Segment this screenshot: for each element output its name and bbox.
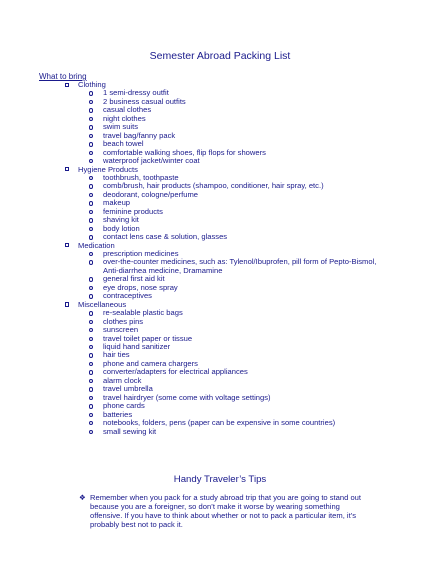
list-item: eye drops, nose spray — [63, 284, 433, 292]
list-item: travel hairdryer (some come with voltage settings) — [63, 394, 433, 402]
circle-bullet-icon — [89, 227, 93, 231]
category-clothing — [63, 81, 433, 166]
list-item: contact lens case & solution, glasses — [63, 233, 433, 241]
list-item: casual clothes — [63, 106, 433, 114]
circle-bullet-icon — [89, 218, 93, 222]
circle-bullet-icon — [89, 252, 93, 256]
category-name: Clothing — [78, 80, 106, 89]
circle-bullet-icon — [89, 151, 93, 155]
list-item: 2 business casual outfits — [63, 98, 433, 106]
circle-bullet-icon — [89, 413, 93, 417]
tip-paragraph — [79, 494, 409, 530]
circle-bullet-icon — [89, 430, 93, 434]
circle-bullet-icon — [89, 345, 93, 349]
circle-bullet-icon — [89, 201, 93, 205]
circle-bullet-icon — [89, 320, 93, 324]
list-item: prescription medicines — [63, 250, 433, 258]
category-hygiene-products — [63, 166, 433, 242]
tip-line: offensive. If you have to think about whether or not to pack a particular item, it’s — [90, 510, 357, 520]
list-item: hair ties — [63, 351, 433, 359]
circle-bullet-icon — [89, 134, 93, 138]
category-name: Miscellaneous — [78, 299, 127, 309]
list-item: notebooks, folders, pens (paper can be expensive in some countries) — [63, 419, 433, 427]
category-medication — [63, 242, 433, 301]
list-item: night clothes — [63, 115, 433, 123]
circle-bullet-icon — [89, 396, 93, 400]
circle-bullet-icon — [89, 404, 93, 408]
list-item: body lotion — [63, 225, 433, 233]
list-item: travel umbrella — [63, 385, 433, 393]
square-bullet-icon — [65, 302, 69, 306]
circle-bullet-icon — [89, 159, 93, 163]
square-bullet-icon — [65, 83, 69, 87]
list-item: toothbrush, toothpaste — [63, 174, 433, 182]
list-item: travel bag/fanny pack — [63, 132, 433, 140]
square-bullet-icon — [65, 243, 69, 247]
list-item: comb/brush, hair products (shampoo, conditioner, hair spray, etc.) — [63, 182, 433, 190]
circle-bullet-icon — [89, 100, 93, 104]
circle-bullet-icon — [89, 362, 93, 366]
list-item: swim suits — [63, 123, 433, 131]
list-item: travel toilet paper or tissue — [63, 335, 433, 343]
category-miscellaneous — [63, 301, 433, 436]
list-item: small sewing kit — [63, 428, 433, 436]
circle-bullet-icon — [89, 176, 93, 180]
list-item: shaving kit — [63, 216, 433, 224]
list-item: sunscreen — [63, 326, 433, 334]
packing-categories — [63, 81, 433, 436]
list-item: beach towel — [63, 140, 433, 148]
category-name: Medication — [78, 240, 115, 250]
list-item: over-the-counter medicines, such as: Tylenol/Ibuprofen, pill form of Pepto-Bismol, Anti-diarrhea medicine, Dramamine — [63, 258, 433, 275]
list-item: converter/adapters for electrical appliances — [63, 368, 433, 376]
tips-heading: Handy Traveler’s Tips — [173, 474, 267, 485]
tip-line: probably best not to pack it. — [90, 519, 183, 529]
circle-bullet-icon — [89, 353, 93, 357]
circle-bullet-icon — [89, 311, 93, 315]
list-item: makeup — [63, 199, 433, 207]
document-title: Semester Abroad Packing List — [149, 50, 291, 62]
circle-bullet-icon — [89, 108, 93, 112]
what-to-bring-heading: What to bring — [39, 72, 87, 81]
circle-bullet-icon — [89, 286, 93, 290]
list-item: clothes pins — [63, 318, 433, 326]
circle-bullet-icon — [89, 387, 93, 391]
circle-bullet-icon — [89, 277, 93, 281]
list-item: 1 semi-dressy outfit — [63, 89, 433, 97]
list-item-continuation: Anti-diarrhea medicine, Dramamine — [103, 265, 223, 275]
circle-bullet-icon — [89, 235, 93, 239]
list-item: re-sealable plastic bags — [63, 309, 433, 317]
square-bullet-icon — [65, 167, 69, 171]
list-item: general first aid kit — [63, 275, 433, 283]
list-item: contraceptives — [63, 292, 433, 300]
list-item: waterproof jacket/winter coat — [63, 157, 433, 165]
list-item: alarm clock — [63, 377, 433, 385]
circle-bullet-icon — [89, 421, 93, 425]
list-item: comfortable walking shoes, flip flops for showers — [63, 149, 433, 157]
circle-bullet-icon — [89, 142, 93, 146]
list-item: feminine products — [63, 208, 433, 216]
list-item: batteries — [63, 411, 433, 419]
circle-bullet-icon — [89, 260, 93, 264]
category-name: Hygiene Products — [78, 164, 138, 174]
list-item: phone and camera chargers — [63, 360, 433, 368]
list-item: deodorant, cologne/perfume — [63, 191, 433, 199]
circle-bullet-icon — [89, 117, 93, 121]
circle-bullet-icon — [89, 337, 93, 341]
circle-bullet-icon — [89, 379, 93, 383]
list-item: liquid hand sanitizer — [63, 343, 433, 351]
tip-line: because you are a foreigner, so don’t make it worse by wearing something — [90, 501, 340, 511]
circle-bullet-icon — [89, 370, 93, 374]
diamond-bullet-icon: ❖ — [79, 493, 86, 502]
circle-bullet-icon — [89, 184, 93, 188]
circle-bullet-icon — [89, 328, 93, 332]
list-item: phone cards — [63, 402, 433, 410]
circle-bullet-icon — [89, 125, 93, 129]
circle-bullet-icon — [89, 91, 93, 95]
circle-bullet-icon — [89, 193, 93, 197]
tip-line: Remember when you pack for a study abroad trip that you are going to stand out — [90, 493, 362, 502]
circle-bullet-icon — [89, 294, 93, 298]
circle-bullet-icon — [89, 210, 93, 214]
